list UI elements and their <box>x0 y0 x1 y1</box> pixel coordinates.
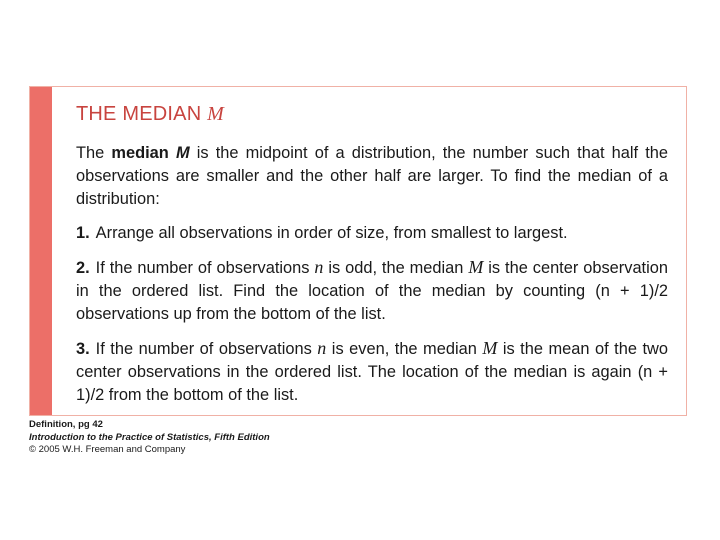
definition-box <box>29 86 687 416</box>
step-2-text-c: is the center observation in the ordered list. Find the location of the median by counting <box>76 259 668 300</box>
definition-heading <box>76 103 668 126</box>
intro-bold-median: median <box>111 144 169 162</box>
step-3-text-a: If the number of observations <box>95 340 318 358</box>
footer-book-title: Introduction to the Practice of Statistics, Fifth Edition <box>29 431 270 443</box>
intro-text-a: The <box>76 144 112 162</box>
step-2-text-b: is odd, the median <box>323 259 469 277</box>
step-3-text-b: is even, the median <box>326 340 483 358</box>
step-3-var-n: n <box>317 338 327 358</box>
footer-copyright: © 2005 W.H. Freeman and Company <box>29 444 186 455</box>
intro-text-b: is the midpoint of a distribution, the number such that half the observations are smaller and the other half are larger. To find the median of a distribution: <box>76 144 668 208</box>
step-2-text-d: observations up from the bottom of the list. <box>76 305 386 323</box>
step-3-var-m: M <box>482 338 498 358</box>
step-2-text-a: If the number of observations <box>95 259 315 277</box>
accent-bar <box>30 87 52 415</box>
step-2-var-m: M <box>468 257 484 277</box>
step-1-text: Arrange all observations in order of size, from smallest to largest. <box>95 224 568 242</box>
step-1 <box>76 222 668 245</box>
heading-variable: M <box>207 103 224 125</box>
step-3-number: 3. <box>76 340 90 358</box>
source-footer <box>29 419 270 457</box>
heading-text: THE MEDIAN <box>76 103 202 125</box>
definition-content <box>76 103 668 418</box>
step-3 <box>76 337 668 407</box>
step-3-text-c: is the mean of the two center observations in the ordered list. The location of the median is again <box>76 340 668 381</box>
step-2-var-n: n <box>314 257 324 277</box>
step-2-formula: (n + 1)/2 <box>595 282 669 300</box>
step-3-text-d: from the bottom of the list. <box>104 386 299 404</box>
footer-definition-page: Definition, pg 42 <box>29 419 103 430</box>
step-1-number: 1. <box>76 224 90 242</box>
intro-paragraph <box>76 142 668 211</box>
intro-bold-var: M <box>175 144 190 162</box>
step-2 <box>76 256 668 326</box>
step-3-formula: (n + 1)/2 <box>76 363 668 404</box>
step-2-number: 2. <box>76 259 90 277</box>
